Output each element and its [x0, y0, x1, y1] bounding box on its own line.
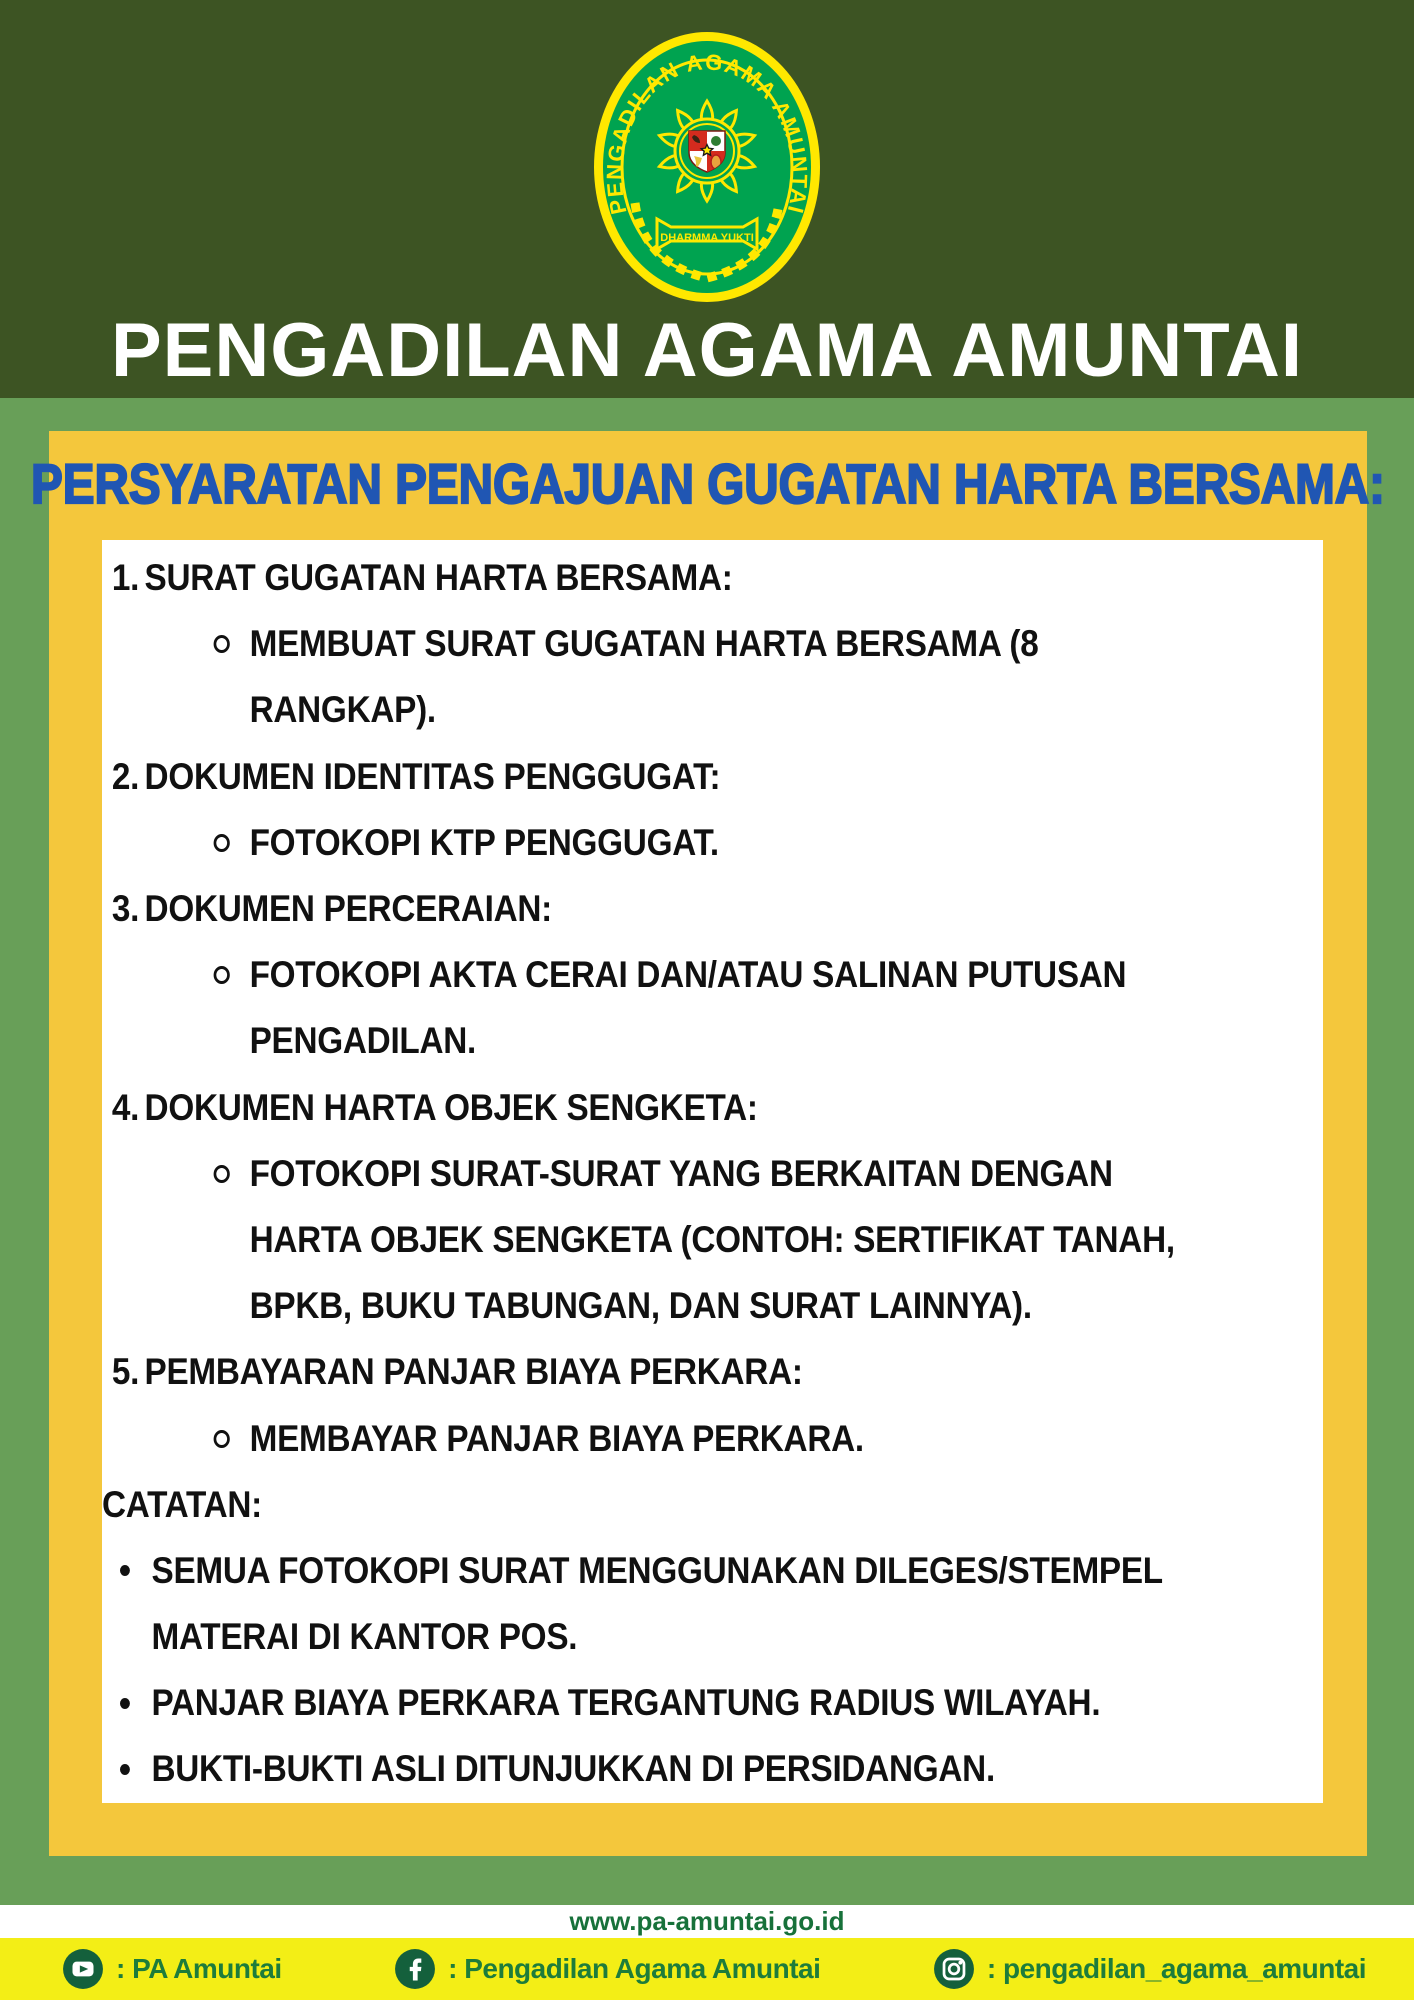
- checklist-item: [102, 545, 1201, 611]
- youtube-icon: [62, 1948, 104, 1990]
- item-title: DOKUMEN IDENTITAS PENGGUGAT:: [144, 755, 721, 797]
- circle-bullet-icon: [214, 1165, 230, 1183]
- subitem-text: MEMBUAT SURAT GUGATAN HARTA BERSAMA (8: [249, 623, 1039, 665]
- checklist-subitem-cont: [102, 1207, 1201, 1273]
- social-label: : PA Amuntai: [116, 1953, 282, 1984]
- footer-social-bar: [0, 1938, 1414, 2000]
- footer-website-bar: [0, 1905, 1414, 1938]
- dot-bullet-icon: [120, 1764, 130, 1775]
- instagram-icon: [933, 1948, 975, 1990]
- note-row: [102, 1670, 1201, 1736]
- checklist-subitem: [102, 1141, 1201, 1207]
- note-text: SEMUA FOTOKOPI SURAT MENGGUNAKAN DILEGES/STEMPEL: [151, 1549, 1163, 1591]
- note-text: PANJAR BIAYA PERKARA TERGANTUNG RADIUS WILAYAH.: [151, 1682, 1101, 1724]
- checklist-item: [102, 1075, 1201, 1141]
- social-facebook[interactable]: [394, 1948, 820, 1990]
- dot-bullet-icon: [120, 1698, 130, 1709]
- checklist-subitem: [102, 611, 1201, 677]
- logo-banner-text: DHARMMA YUKTI: [660, 232, 754, 244]
- item-number: 1.: [111, 557, 140, 599]
- checklist-subitem-cont: [102, 677, 1201, 743]
- note-row-cont: [102, 1604, 1201, 1670]
- circle-bullet-icon: [214, 966, 230, 984]
- subitem-text: RANGKAP).: [249, 689, 436, 731]
- circle-bullet-icon: [214, 1430, 230, 1448]
- item-title: SURAT GUGATAN HARTA BERSAMA:: [144, 557, 733, 599]
- subitem-text: MEMBAYAR PANJAR BIAYA PERKARA.: [249, 1417, 864, 1459]
- item-title: DOKUMEN PERCERAIAN:: [144, 888, 552, 930]
- item-number: 5.: [111, 1351, 140, 1393]
- item-number: 3.: [111, 888, 140, 930]
- item-number: 2.: [111, 755, 140, 797]
- notes-heading: [102, 1472, 1201, 1538]
- checklist-subitem-cont: [102, 1008, 1201, 1074]
- subitem-text: FOTOKOPI KTP PENGGUGAT.: [249, 821, 719, 863]
- subitem-text: BPKB, BUKU TABUNGAN, DAN SURAT LAINNYA).: [249, 1285, 1032, 1327]
- facebook-icon: [394, 1948, 436, 1990]
- notes-heading-text: CATATAN:: [102, 1483, 262, 1525]
- checklist-item: [102, 744, 1201, 810]
- checklist-subitem: [102, 1405, 1201, 1471]
- page-title: PENGADILAN AGAMA AMUNTAI: [110, 308, 1304, 393]
- checklist-subitem: [102, 942, 1201, 1008]
- panel-title: PERSYARATAN PENGAJUAN GUGATAN HARTA BERSAMA:: [31, 451, 1385, 515]
- circle-bullet-icon: [214, 635, 230, 653]
- social-label: : Pengadilan Agama Amuntai: [448, 1953, 821, 1984]
- logo-curved-text: PENGADILAN AGAMA AMUNTAI: [601, 49, 813, 217]
- subitem-text: HARTA OBJEK SENGKETA (CONTOH: SERTIFIKAT TANAH,: [249, 1218, 1175, 1260]
- note-text: MATERAI DI KANTOR POS.: [151, 1616, 578, 1658]
- item-title: PEMBAYARAN PANJAR BIAYA PERKARA:: [144, 1351, 803, 1393]
- social-label: : pengadilan_agama_amuntai: [986, 1953, 1366, 1984]
- social-instagram[interactable]: [933, 1948, 1366, 1990]
- court-seal-icon: [593, 31, 821, 303]
- item-title: DOKUMEN HARTA OBJEK SENGKETA:: [144, 1086, 758, 1128]
- checklist-subitem: [102, 810, 1201, 876]
- requirements-panel: [31, 431, 1385, 1856]
- checklist-subitem-cont: [102, 1273, 1201, 1339]
- note-text: BUKTI-BUKTI ASLI DITUNJUKKAN DI PERSIDANGAN.: [151, 1748, 995, 1790]
- dot-bullet-icon: [120, 1565, 130, 1576]
- header-banner: [0, 0, 1414, 398]
- circle-bullet-icon: [214, 834, 230, 852]
- subitem-text: PENGADILAN.: [249, 1020, 477, 1062]
- social-youtube[interactable]: [62, 1948, 282, 1990]
- subitem-text: FOTOKOPI SURAT-SURAT YANG BERKAITAN DENGAN: [249, 1152, 1113, 1194]
- checklist-item: [102, 876, 1201, 942]
- note-row: [102, 1736, 1201, 1802]
- court-seal-logo: [593, 31, 821, 303]
- note-row: [102, 1538, 1201, 1604]
- website-link[interactable]: www.pa-amuntai.go.id: [569, 1906, 845, 1936]
- item-number: 4.: [111, 1086, 140, 1128]
- subitem-text: FOTOKOPI AKTA CERAI DAN/ATAU SALINAN PUTUSAN: [249, 954, 1127, 996]
- checklist-item: [102, 1339, 1201, 1405]
- checklist-card: [102, 540, 1323, 1803]
